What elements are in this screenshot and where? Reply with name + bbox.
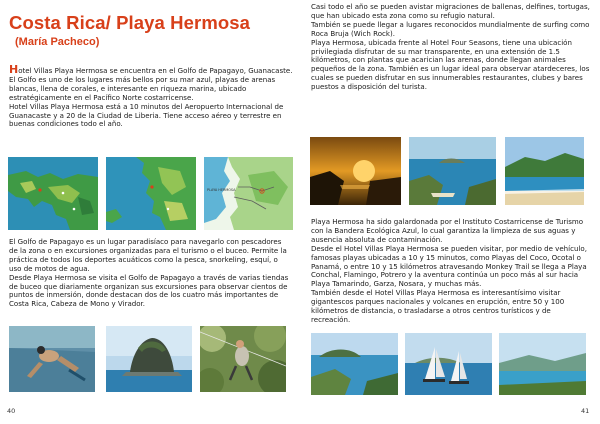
photo-coastline bbox=[499, 333, 586, 395]
photo-sunset bbox=[310, 137, 401, 205]
map-strip bbox=[8, 157, 293, 230]
map-gulf-of-papagayo bbox=[106, 157, 196, 230]
right-upper-text bbox=[311, 3, 591, 92]
map-label: PLAYA HERMOSA bbox=[207, 188, 236, 192]
wildlife-paragraph: Casi todo el año se pueden avistar migraciones de ballenas, delfines, tortugas, que han ubicado esta zona como su refugio natural. bbox=[311, 2, 590, 20]
photo-canopy-zipline bbox=[200, 326, 286, 392]
page-number-left: 40 bbox=[7, 407, 16, 415]
intro-paragraph bbox=[9, 63, 294, 103]
article-title: Costa Rica/ Playa Hermosa bbox=[9, 12, 251, 33]
photo-hills-beach bbox=[505, 137, 584, 205]
blue-flag-paragraph: Playa Hermosa ha sido galardonada por el Instituto Costarricense de Turismo con la Bandera Ecológica Azul, lo cual garantiza la limpieza de sus aguas y ausencia absoluta de contaminación. bbox=[311, 217, 584, 244]
page-number-right: 41 bbox=[581, 407, 590, 415]
photo-island-coast bbox=[311, 333, 398, 395]
beach-paragraph: Playa Hermosa, ubicada frente al Hotel Four Seasons, tiene una ubicación privilegiada disfrutar de su mar transparente, en una extensión de 1.5 kilómetros, con plantas que acarician las arenas, donde llegan animales pequeños de la zona. También es un lugar ideal para observar atardeceres, los cuales se pueden disfrutar en sus innumerables restaurantes, clubes y bares puestos a disposición del turista. bbox=[311, 37, 590, 92]
nearby-beaches-paragraph: Desde el Hotel Villas Playa Hermosa se pueden visitar, por medio de vehículo, famosas playas ubicadas a 10 y 15 minutos, como Playas del Coco, Ocotal o Panamá, o entre 10 y 15 kilómetros atravesando Monkey Trail se llega a Playa Conchal, Flamingo, Potrero y la aventura continúa un poco más al sur hacia Playa Tamarindo, Garza, Nosara, y muchas más. bbox=[311, 243, 587, 289]
map-playa-hermosa-location bbox=[204, 157, 293, 230]
photo-snorkeling bbox=[9, 326, 95, 392]
article-author: (María Pacheco) bbox=[15, 36, 100, 48]
gulf-paragraph: El Golfo de Papagayo es un lugar paradisíaco para navegarlo con pescadores de la zona o en excursiones organizadas para el turismo o el buceo. Permite la práctica de todos los deportes acuáticos como la pesca, snorkeling, esquí, o uso de motos de agua. bbox=[9, 237, 287, 273]
left-lower-text bbox=[9, 238, 292, 309]
surfing-paragraph: También se puede llegar a lugares reconocidos mundialmente de surfing como Roca Bruja (Wich Rock). bbox=[311, 19, 590, 38]
photo-bay-view bbox=[409, 137, 496, 205]
photo-sailboats bbox=[405, 333, 492, 395]
location-paragraph: Hotel Villas Playa Hermosa está a 10 minutos del Aeropuerto Internacional de Guanacaste y a 20 de la Ciudad de Liberia. Tiene acceso aéreo y terrestre en buenas condiciones todo el año. bbox=[9, 101, 284, 129]
photo-rock-island bbox=[106, 326, 192, 392]
right-lower-text bbox=[311, 218, 591, 325]
map-guanacaste-overview bbox=[8, 157, 98, 230]
parks-paragraph: También desde el Hotel Villas Playa Hermosa es interesantísimo visitar gigantescos parques nacionales y volcanes en erupción, entre 50 y 100 kilómetros de distancia, o trasladarse a otros centros turísticos y de recreación. bbox=[311, 288, 565, 324]
drop-cap: H bbox=[9, 63, 19, 76]
intro-paragraph-text: otel Villas Playa Hermosa se encuentra en el Golfo de Papagayo, Guanacaste. El Golfo es uno de los lugares más bellos por su mar azul, playas de arenas blancas, llena de corales, e interesante en riqueza marina, ubicado estratégicamente en el Pacífico Norte costarricense. bbox=[9, 66, 293, 102]
diving-paragraph: Desde Playa Hermosa se visita el Golfo de Papagayo a través de varias tiendas de buceo que diariamente organizan sus excursiones para observar cientos de puntos de inmersión, donde destacan dos de los cuatro más importantes de Costa Rica, Cabeza de Mono y Virador. bbox=[9, 272, 289, 309]
